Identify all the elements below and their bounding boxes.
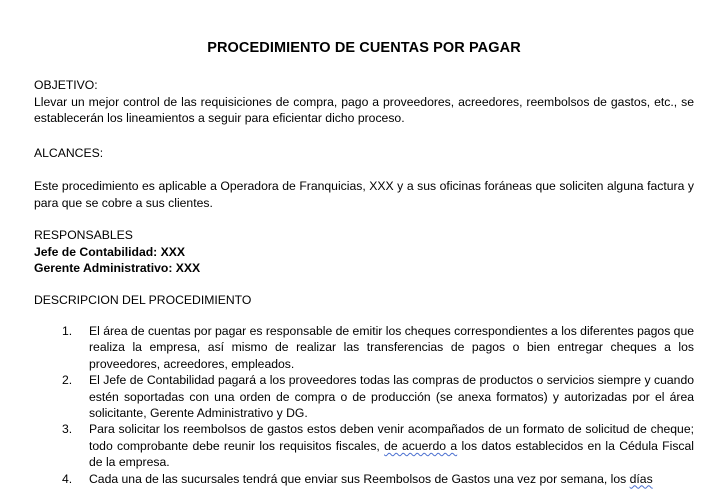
list-item-number: 2.: [62, 373, 73, 388]
list-item-text: El área de cuentas por pagar es responsable de emitir los cheques correspondientes a los diferentes pagos que realiza la empresa, así mismo de realizar las transferencias de pagos o bien entregar cheques a los proveedores, acreedores, empleados.: [89, 324, 695, 371]
list-item: [34, 421, 694, 470]
responsables-heading: RESPONSABLES: [34, 228, 133, 242]
objetivo-section: [34, 77, 694, 127]
list-item-text: Cada una de las sucursales tendrá que enviar sus Reembolsos de Gastos una vez por semana, los: [89, 471, 630, 486]
list-item-number: 3.: [62, 422, 73, 437]
descripcion-heading: DESCRIPCION DEL PROCEDIMIENTO: [34, 293, 252, 307]
document-title: PROCEDIMIENTO DE CUENTAS POR PAGAR: [207, 40, 521, 56]
alcances-text: Este procedimiento es aplicable a Operadora de Franquicias, XXX y a sus oficinas foráneas que soliciten alguna factura y para que se cobre a sus clientes.: [34, 179, 694, 210]
list-item-text: Para solicitar los reembolsos de gastos estos deben venir acompañados de un formato de solicitud de cheque; todo comprobante debe reunir los requisitos fiscales,: [89, 422, 694, 453]
list-item: [34, 471, 694, 487]
procedure-list: [34, 323, 694, 487]
spellcheck-marked-text: de acuerdo a: [384, 438, 458, 453]
alcances-heading: ALCANCES:: [34, 146, 104, 160]
list-item-text: El Jefe de Contabilidad pagará a los proveedores todas las compras de productos o servicios siempre y cuando estén soportadas con una orden de compra o de producción (se anexa formatos) y autorizadas por el área solicitante, Gerente Administrativo y DG.: [89, 373, 694, 421]
objetivo-heading: OBJETIVO:: [34, 78, 98, 92]
list-item: [34, 372, 694, 421]
objetivo-text: Llevar un mejor control de las requisiciones de compra, pago a proveedores, acreedores, reembolsos de gastos, etc., se establecerán los lineamientos a seguir para eficientar dicho proceso.: [34, 94, 694, 125]
list-item-number: 1.: [62, 324, 73, 338]
responsable-item: Gerente Administrativo: XXX: [34, 261, 201, 275]
spellcheck-marked-text: días: [629, 471, 653, 486]
list-item-text: los datos establecidos en la Cédula Fiscal de la empresa.: [89, 438, 694, 470]
responsable-item: Jefe de Contabilidad: XXX: [34, 244, 186, 259]
list-item-number: 4.: [62, 471, 73, 486]
list-item: [34, 323, 694, 372]
responsables-section: [34, 227, 694, 277]
